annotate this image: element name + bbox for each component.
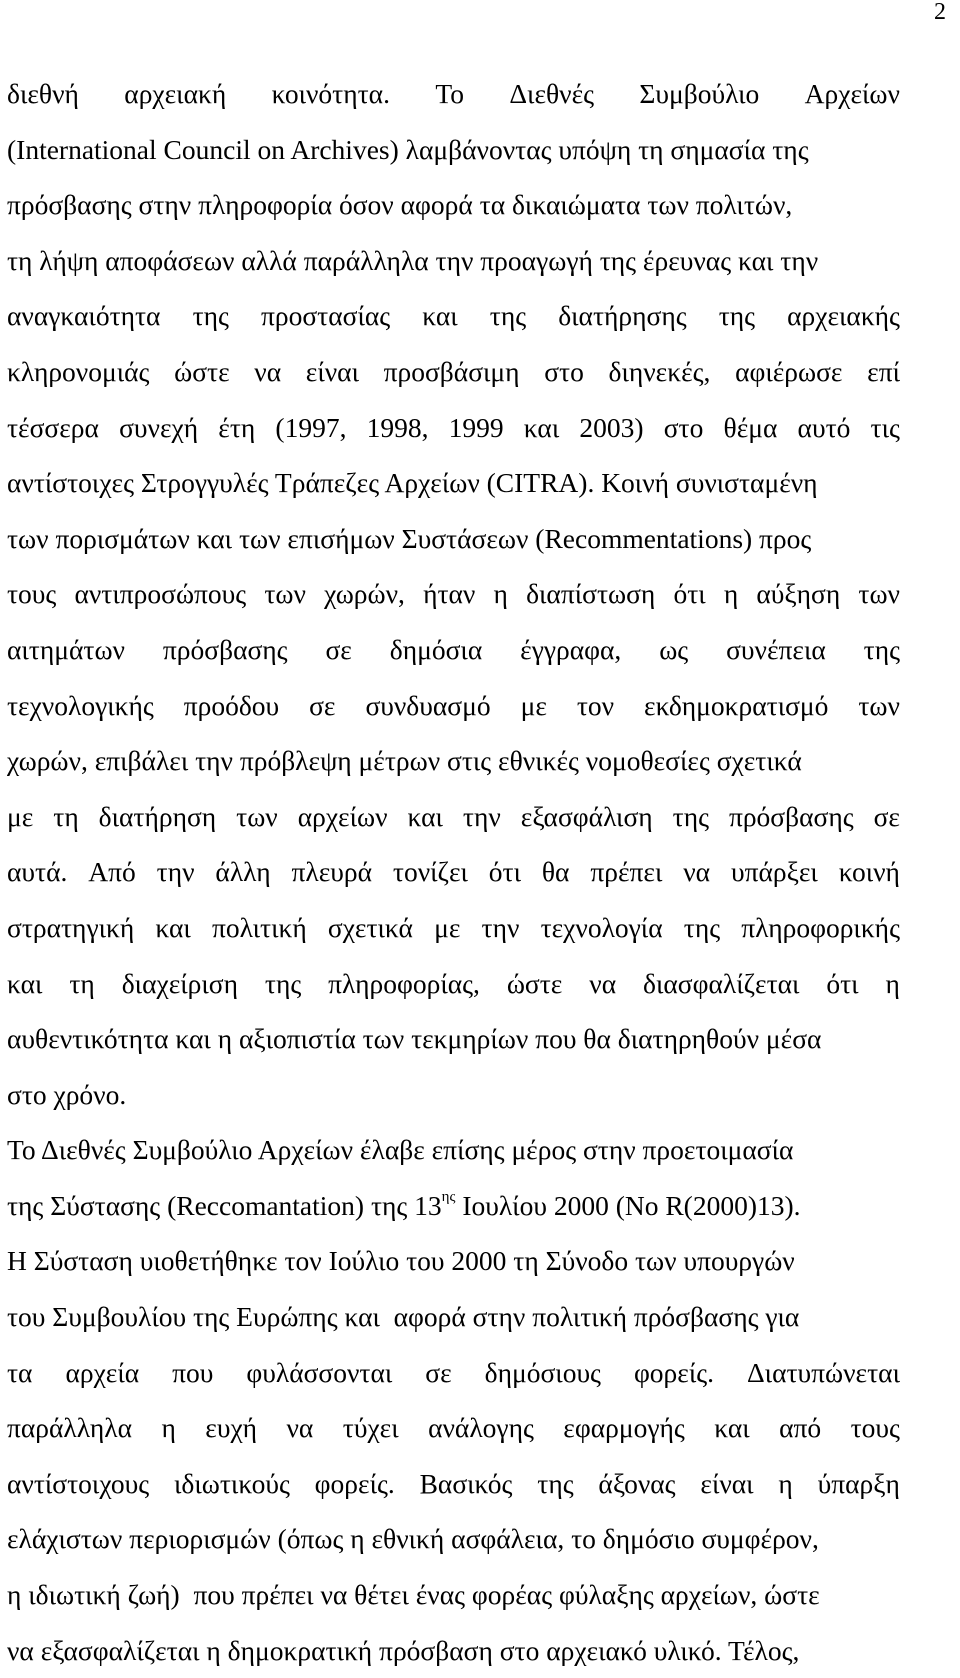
word: τους <box>7 578 57 610</box>
word: διηνεκές, <box>608 355 711 387</box>
word: παράλληλα <box>7 1412 132 1444</box>
text-line <box>7 288 900 344</box>
line-text: στο χρόνο. <box>7 1078 127 1110</box>
line-text: αυθεντικότητα και η αξιοπιστία των τεκμηρίων που θα διατηρηθούν μέσα <box>7 1023 822 1055</box>
word: τύχει <box>342 1412 399 1444</box>
body-text <box>7 66 900 1678</box>
text-line <box>7 344 900 400</box>
word: Συμβούλιο <box>639 78 760 109</box>
word: των <box>264 578 306 610</box>
word: να <box>286 1412 314 1444</box>
word: Αρχείων <box>804 78 900 109</box>
word: ως <box>659 633 689 665</box>
text-line <box>7 900 900 956</box>
text-line <box>7 122 900 178</box>
word: σε <box>873 800 900 832</box>
line-text: να εξασφαλίζεται η δημοκρατική πρόσβαση στο αρχειακό υλικό. Τέλος, <box>7 1634 800 1666</box>
word: με <box>434 911 461 943</box>
word: αντιπροσώπους <box>74 578 247 610</box>
text-line <box>7 400 900 456</box>
word: στο <box>663 411 704 443</box>
word: πληροφορικής <box>741 911 900 943</box>
word: των <box>858 578 900 610</box>
text-line <box>7 455 900 511</box>
word: προόδου <box>183 689 280 721</box>
text-line <box>7 1289 900 1345</box>
text-line <box>7 1122 900 1178</box>
line-text: του Συμβουλίου της Ευρώπης και αφορά στην πολιτική πρόσβασης για <box>7 1301 800 1333</box>
line-text <box>7 1178 801 1234</box>
word: να <box>254 355 282 387</box>
line-text: αντίστοιχες Στρογγυλές Τράπεζες Αρχείων (CITRA). Κοινή συνισταμένη <box>7 467 818 499</box>
word: συνεχή <box>119 411 199 443</box>
word: με <box>7 800 34 832</box>
word: ότι <box>488 856 521 888</box>
word: αρχεία <box>65 1356 140 1388</box>
text-line <box>7 1233 900 1289</box>
word: αρχειακής <box>787 300 900 332</box>
word: τις <box>870 411 900 443</box>
word: πρόσβασης <box>162 633 288 665</box>
line-text-part: της Σύστασης (Reccomantation) της 13 <box>7 1189 442 1221</box>
word: θα <box>541 856 570 888</box>
word: 1999 <box>448 411 504 443</box>
word: σε <box>425 1356 452 1388</box>
word: της <box>489 300 527 332</box>
word: η <box>778 1467 793 1499</box>
text-line <box>7 177 900 233</box>
text-line <box>7 1178 900 1234</box>
word: άλλη <box>215 856 271 888</box>
word: (1997, <box>275 411 347 443</box>
word: πρόσβασης <box>728 800 854 832</box>
text-line <box>7 1511 900 1567</box>
text-line <box>7 566 900 622</box>
word: Διεθνές <box>509 78 595 109</box>
word: πρέπει <box>590 856 663 888</box>
word: ότι <box>673 578 706 610</box>
word: κοινότητα. <box>271 78 390 109</box>
word: η <box>161 1412 176 1444</box>
text-line <box>7 733 900 789</box>
word: της <box>537 1467 574 1499</box>
word: θέμα <box>723 411 778 443</box>
word: των <box>858 689 900 721</box>
word: ανάλογης <box>428 1412 534 1444</box>
text-line <box>7 1623 900 1678</box>
word: ότι <box>826 967 859 999</box>
text-line <box>7 1011 900 1067</box>
word: εκδημοκρατισμό <box>644 689 829 721</box>
ordinal-superscript: ης <box>441 1188 456 1205</box>
text-line <box>7 1400 900 1456</box>
word: χωρών, <box>324 578 405 610</box>
word: διασφαλίζεται <box>643 967 800 999</box>
word: διεθνή <box>7 78 79 109</box>
text-line <box>7 1067 900 1123</box>
word: επί <box>867 355 900 387</box>
word: της <box>683 911 721 943</box>
word: στρατηγική <box>7 911 135 943</box>
word: από <box>779 1412 822 1444</box>
word: και <box>407 800 443 832</box>
word: η <box>723 578 739 610</box>
text-line <box>7 844 900 900</box>
word: τονίζει <box>392 856 468 888</box>
text-line <box>7 66 900 122</box>
word: της <box>192 300 229 332</box>
word: την <box>462 800 501 832</box>
word: και <box>714 1412 750 1444</box>
line-text: πρόσβασης στην πληροφορία όσον αφορά τα δικαιώματα των πολιτών, <box>7 189 793 221</box>
word: έγγραφα, <box>520 633 622 665</box>
word: Διατυπώνεται <box>746 1356 900 1388</box>
word: αρχειακή <box>124 78 227 109</box>
word: είναι <box>700 1467 754 1499</box>
word: διαπίστωση <box>526 578 656 610</box>
word: δημόσιους <box>484 1356 601 1388</box>
word: άξονας <box>598 1467 676 1499</box>
word: Βασικός <box>419 1467 513 1499</box>
word: η <box>885 967 900 999</box>
word: κληρονομιάς <box>7 355 150 387</box>
word: ήταν <box>423 578 476 610</box>
word: τα <box>7 1356 33 1388</box>
word: ύπαρξη <box>817 1467 900 1499</box>
word: σε <box>309 689 336 721</box>
word: της <box>718 300 756 332</box>
word: τη <box>53 800 79 832</box>
word: στο <box>544 355 584 387</box>
word: 2003) <box>579 411 644 443</box>
line-text: τη λήψη αποφάσεων αλλά παράλληλα την προαγωγή της έρευνας και την <box>7 244 819 276</box>
word: υπάρξει <box>730 856 818 888</box>
word: την <box>481 911 520 943</box>
word: συνδυασμό <box>365 689 491 721</box>
word: Από <box>88 856 136 888</box>
word: κοινή <box>838 856 900 888</box>
word: που <box>172 1356 214 1388</box>
word: και <box>422 300 458 332</box>
word: εξασφάλιση <box>520 800 653 832</box>
text-line <box>7 789 900 845</box>
text-line <box>7 622 900 678</box>
word: πληροφορίας, <box>328 967 480 999</box>
word: ιδιωτικούς <box>174 1467 290 1499</box>
text-line <box>7 511 900 567</box>
line-text: η ιδιωτική ζωή) που πρέπει να θέτει ένας φορέας φύλαξης αρχείων, ώστε <box>7 1579 820 1611</box>
line-text: ελάχιστων περιορισμών (όπως η εθνική ασφάλεια, το δημόσιο συμφέρον, <box>7 1523 819 1555</box>
word: πλευρά <box>291 856 373 888</box>
word: σε <box>325 633 352 665</box>
word: αυτό <box>797 411 851 443</box>
word: διατήρησης <box>558 300 687 332</box>
word: φυλάσσονται <box>246 1356 393 1388</box>
word: σχετικά <box>327 911 413 943</box>
word: αρχείων <box>297 800 388 832</box>
word: συνέπεια <box>726 633 826 665</box>
word: τεχνολογία <box>540 911 663 943</box>
word: αντίστοιχους <box>7 1467 150 1499</box>
text-line <box>7 1567 900 1623</box>
line-text: Η Σύσταση υιοθετήθηκε τον Ιούλιο του 2000 τη Σύνοδο των υπουργών <box>7 1245 795 1277</box>
word: και <box>7 967 43 999</box>
word: 1998, <box>366 411 429 443</box>
line-text: (International Council on Archives) λαμβάνοντας υπόψη τη σημασία της <box>7 133 809 165</box>
word: ώστε <box>174 355 230 387</box>
word: τέσσερα <box>7 411 99 443</box>
word: αναγκαιότητα <box>7 300 161 332</box>
word: διατήρηση <box>98 800 217 832</box>
word: ευχή <box>205 1412 258 1444</box>
word: της <box>264 967 302 999</box>
text-line <box>7 1345 900 1401</box>
word: έτη <box>218 411 256 443</box>
line-text: χωρών, επιβάλει την πρόβλεψη μέτρων στις εθνικές νομοθεσίες σχετικά <box>7 745 802 777</box>
line-text: των πορισμάτων και των επισήμων Συστάσεων (Recommentations) προς <box>7 522 812 554</box>
word: να <box>683 856 711 888</box>
page-number: 2 <box>934 0 946 25</box>
word: αιτημάτων <box>7 633 125 665</box>
word: την <box>156 856 195 888</box>
word: διαχείριση <box>121 967 238 999</box>
text-line <box>7 233 900 289</box>
word: και <box>155 911 191 943</box>
line-text-part: Ιουλίου 2000 (No R(2000)13). <box>455 1189 801 1221</box>
word: προστασίας <box>260 300 391 332</box>
word: είναι <box>305 355 359 387</box>
word: φορείς. <box>633 1356 714 1388</box>
word: των <box>236 800 278 832</box>
word: εφαρμογής <box>563 1412 685 1444</box>
word: πολιτική <box>211 911 307 943</box>
word: τεχνολογικής <box>7 689 154 721</box>
text-line <box>7 956 900 1012</box>
word: ώστε <box>506 967 563 999</box>
word: δημόσια <box>389 633 483 665</box>
word: αφιέρωσε <box>735 355 843 387</box>
word: τη <box>69 967 95 999</box>
word: τον <box>576 689 615 721</box>
line-text: Το Διεθνές Συμβούλιο Αρχείων έλαβε επίσης μέρος στην προετοιμασία <box>7 1134 794 1166</box>
word: της <box>672 800 709 832</box>
text-line <box>7 678 900 734</box>
word: της <box>863 633 900 665</box>
word: αύξηση <box>756 578 841 610</box>
word: να <box>589 967 617 999</box>
word: με <box>520 689 547 721</box>
word: φορείς. <box>314 1467 395 1499</box>
word: και <box>523 411 560 443</box>
word: η <box>493 578 508 610</box>
text-line <box>7 1456 900 1512</box>
word: τους <box>850 1412 900 1444</box>
word: προσβάσιμη <box>383 355 520 387</box>
word: Το <box>435 78 464 109</box>
word: αυτά. <box>7 856 68 888</box>
